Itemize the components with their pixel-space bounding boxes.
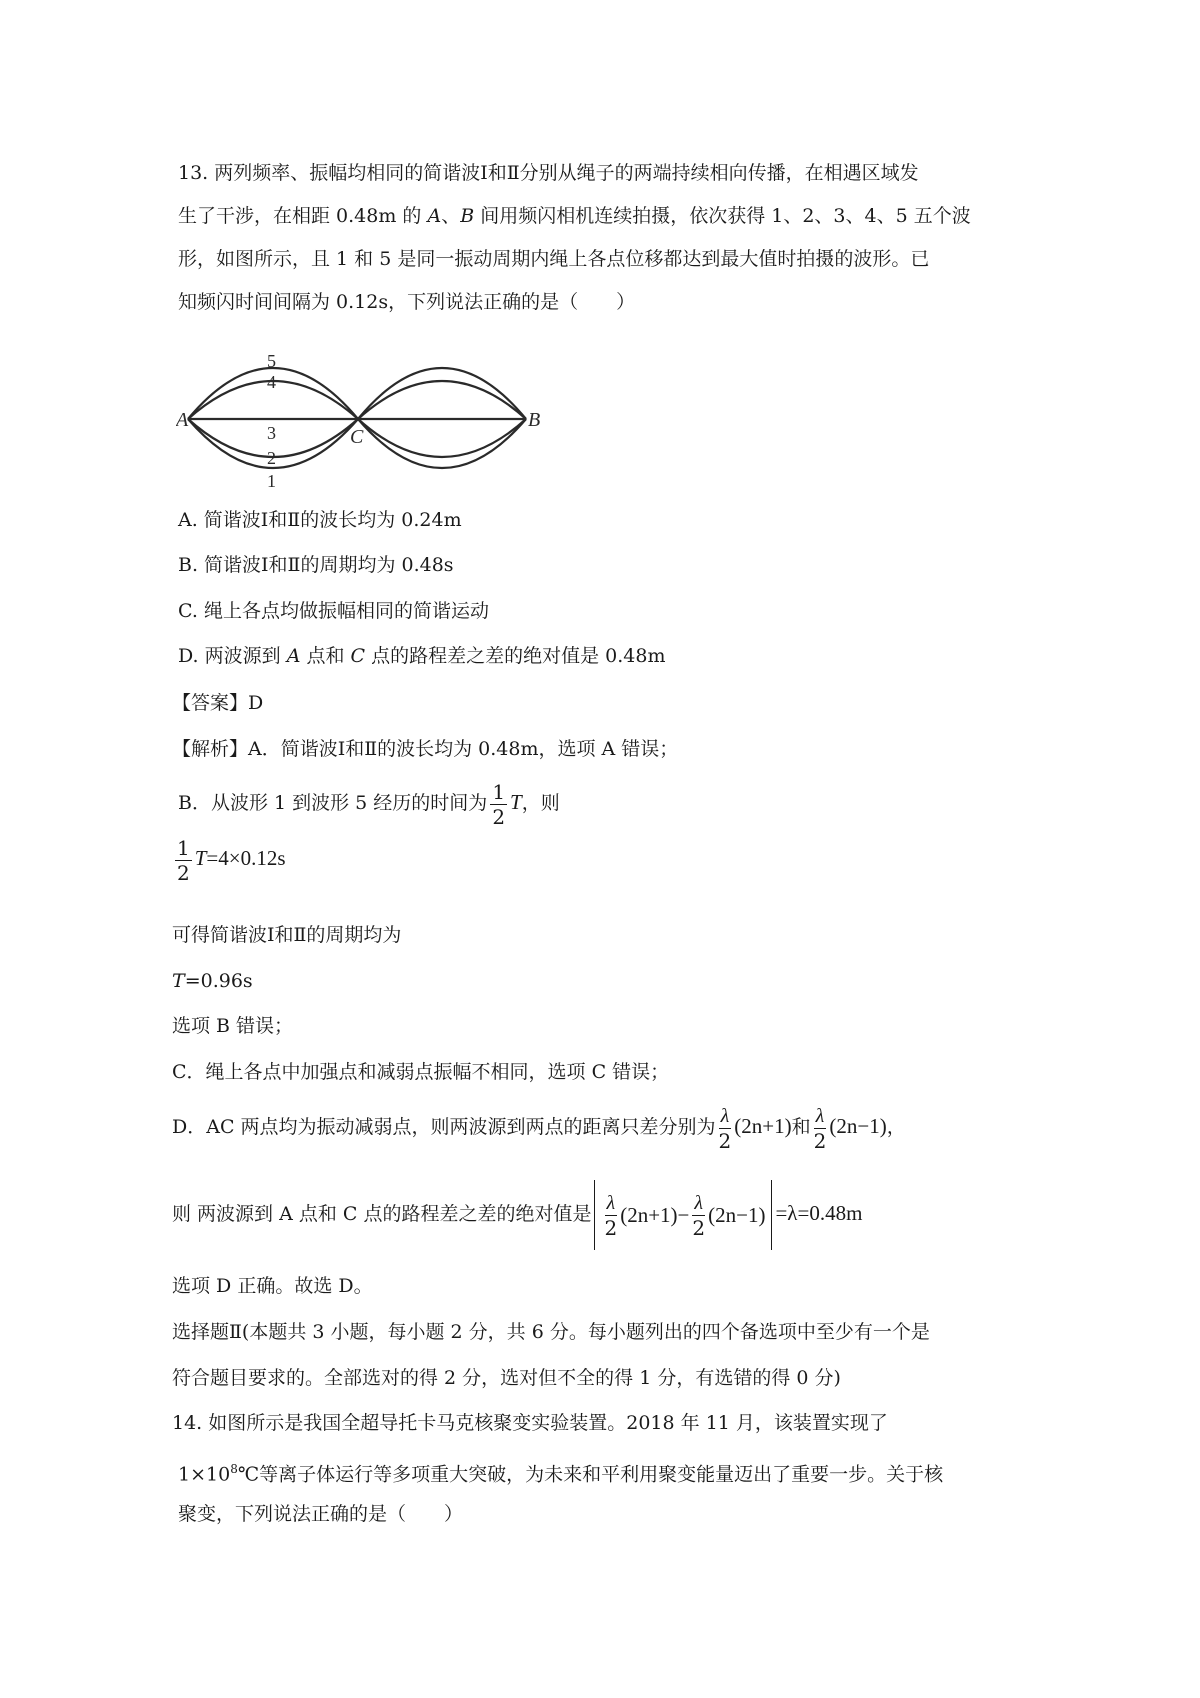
fraction-half — [175, 835, 192, 885]
analysis-b-after: ，则 — [521, 792, 560, 814]
analysis-d-correct: 选项 D 正确。故选 D。 — [172, 1275, 373, 1297]
fraction-half — [490, 779, 507, 829]
figure-point-a: A — [176, 409, 189, 431]
q13-stem-line-3: 形，如图所示，且 1 和 5 是同一振动周期内绳上各点位移都达到最大值时拍摄的波形。已 — [178, 248, 930, 270]
wave-curve-1-right — [358, 419, 526, 468]
q13-stem-line-2 — [178, 203, 971, 229]
analysis-d2-result: =λ=0.48m — [775, 1201, 863, 1225]
figure-label-5: 5 — [267, 351, 276, 371]
figure-label-3: 3 — [267, 423, 276, 443]
fraction-lambda-half — [604, 1193, 617, 1238]
option-d-part: D. 两波源到 — [178, 645, 287, 667]
lambda-symbol: λ — [720, 1104, 730, 1127]
option-d-point-a: A — [286, 645, 301, 667]
fraction-denominator: 2 — [604, 1215, 618, 1240]
wave-curve-4-right — [358, 381, 526, 419]
analysis-d — [172, 1097, 906, 1156]
figure-point-c: C — [350, 426, 364, 448]
section2-line-1: 选择题Ⅱ(本题共 3 小题，每小题 2 分，共 6 分。每小题列出的四个备选项中至少有一个是 — [172, 1321, 930, 1343]
expr-2n-minus-1: (2n−1) — [829, 1114, 887, 1138]
analysis-b — [178, 776, 560, 829]
wave-curve-5-right — [358, 368, 526, 419]
analysis-get-period: 可得简谐波Ⅰ和Ⅱ的周期均为 — [172, 924, 402, 946]
wave-curve-2-right — [358, 419, 526, 457]
lambda-symbol: λ — [815, 1104, 825, 1127]
equation-half-t — [172, 832, 286, 885]
q13-stem-line-2-part: 生了干涉，在相距 0.48m 的 — [178, 205, 428, 227]
figure-label-1: 1 — [267, 471, 276, 491]
analysis-d2 — [172, 1180, 862, 1250]
option-d-part: 点和 — [300, 645, 351, 667]
fraction-denominator: 2 — [718, 1128, 732, 1153]
analysis-c: C．绳上各点中加强点和减弱点振幅不相同，选项 C 错误； — [172, 1061, 670, 1083]
and-word: 和 — [791, 1116, 811, 1138]
fraction-lambda-half — [719, 1106, 732, 1151]
q14-temp-base: 1×10 — [178, 1463, 231, 1486]
equation-rhs: =4×0.12s — [206, 846, 286, 870]
fraction-numerator: 1 — [177, 835, 190, 860]
q13-stem-line-1: 13. 两列频率、振幅均相同的简谐波Ⅰ和Ⅱ分别从绳子的两端持续相向传播，在相遇区域发 — [178, 162, 919, 184]
fraction-denominator: 2 — [813, 1128, 827, 1153]
lambda-symbol: λ — [694, 1191, 704, 1214]
equation-t-rhs: =0.96s — [184, 970, 253, 992]
option-d-point-c: C — [350, 645, 366, 667]
fraction-lambda-half — [692, 1193, 705, 1238]
analysis-a: 【解析】A．简谐波Ⅰ和Ⅱ的波长均为 0.48m，选项 A 错误； — [172, 738, 679, 760]
analysis-b-wrong: 选项 B 错误； — [172, 1015, 294, 1037]
figure-point-b: B — [528, 409, 541, 431]
absolute-value-expression — [594, 1180, 772, 1250]
equation-t — [172, 968, 253, 994]
fraction-denominator: 2 — [692, 1215, 706, 1240]
figure-label-2: 2 — [267, 448, 276, 468]
fraction-numerator: 1 — [492, 779, 506, 804]
expr-2n-minus-1: (2n−1) — [708, 1203, 766, 1227]
analysis-b-text: B．从波形 1 到波形 5 经历的时间为 — [178, 792, 488, 814]
comma: ， — [886, 1116, 906, 1138]
period-symbol: T — [194, 846, 207, 870]
option-d — [178, 643, 665, 669]
q14-line-3: 聚变，下列说法正确的是（ ） — [178, 1503, 464, 1525]
period-symbol: T — [510, 790, 522, 814]
point-b-label: B — [460, 205, 475, 227]
period-symbol: T — [172, 970, 185, 992]
option-d-part: 点的路程差之差的绝对值是 0.48m — [365, 645, 666, 667]
figure-label-4: 4 — [267, 372, 276, 392]
analysis-d-text: D．AC 两点均为振动减弱点，则两波源到两点的距离只差分别为 — [172, 1116, 716, 1138]
fraction-denominator: 2 — [492, 804, 506, 829]
expr-2n-plus-1: (2n+1) — [620, 1203, 678, 1227]
option-a: A. 简谐波Ⅰ和Ⅱ的波长均为 0.24m — [178, 509, 462, 531]
q14-line-2-text: ℃等离子体运行等多项重大突破，为未来和平利用聚变能量迈出了重要一步。关于核 — [237, 1463, 944, 1486]
q13-stem-line-2-part: 间用频闪相机连续拍摄，依次获得 1、2、3、4、5 五个波 — [474, 205, 971, 227]
option-b: B. 简谐波Ⅰ和Ⅱ的周期均为 0.48s — [178, 554, 454, 576]
lambda-symbol: λ — [606, 1191, 616, 1214]
fraction-denominator: 2 — [177, 860, 190, 885]
standing-wave-figure — [176, 336, 546, 496]
q14-line-1: 14. 如图所示是我国全超导托卡马克核聚变实验装置。2018 年 11 月，该装置实现了 — [172, 1412, 888, 1434]
section2-line-2: 符合题目要求的。全部选对的得 2 分，选对但不全的得 1 分，有选错的得 0 分) — [172, 1367, 841, 1389]
answer: 【答案】D — [172, 692, 264, 714]
option-c: C. 绳上各点均做振幅相同的简谐运动 — [178, 600, 489, 622]
q14-temp-exponent: 8 — [230, 1462, 238, 1476]
expr-2n-plus-1: (2n+1) — [734, 1114, 792, 1138]
fraction-lambda-half — [814, 1106, 827, 1151]
q13-stem-line-2-sep: 、 — [441, 205, 461, 227]
point-a-label: A — [427, 205, 442, 227]
analysis-d2-text: 则 两波源到 A 点和 C 点的路程差之差的绝对值是 — [172, 1203, 592, 1225]
q14-line-2 — [178, 1456, 943, 1487]
q13-stem-line-4: 知频闪时间间隔为 0.12s，下列说法正确的是（ ） — [178, 291, 636, 313]
minus-sign: − — [677, 1203, 690, 1227]
